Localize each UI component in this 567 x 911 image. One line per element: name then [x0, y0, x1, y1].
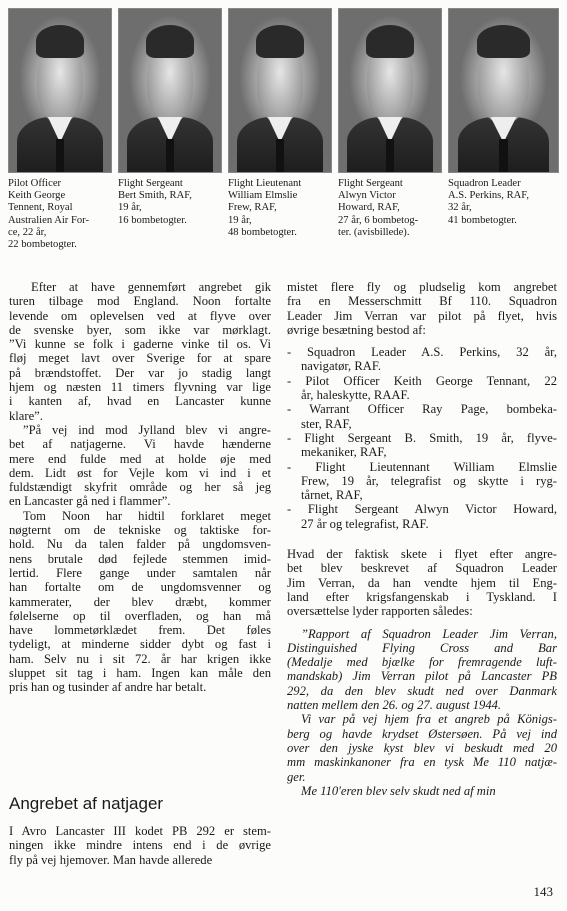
text-line: have lommetørklædet frem. Det føles: [9, 623, 271, 638]
text-line: fuldstændigt skyfrit område og her så jeg: [9, 480, 271, 495]
quote-line: (Medalje med bjælke for fremragende luft-: [287, 655, 557, 670]
text-line: turen tilbage mod England. Noon fortalte: [9, 294, 271, 309]
caption-perkins: Squadron Leader A.S. Perkins, RAF, 32 år, 41 bombetogter.: [448, 178, 529, 226]
text-line: Jim Verran, da han vendte hjem til Eng-: [287, 575, 557, 590]
text-line: fly på vej hjemover. Man havde allerede: [9, 852, 213, 867]
text-line: hold. Nu da talen falder på ungdomsven-: [9, 537, 271, 552]
crew-line: - Flight Lieutennant William Elmslie: [287, 459, 557, 474]
text-line: han fortalte om de ungdomsvenner og: [9, 580, 271, 595]
crew-line: år, haleskytte, RAAF.: [301, 388, 410, 403]
text-line: land efter krigsfangenskab i Tyskland. I: [287, 589, 557, 604]
text-line: ”På vej ind mod Jylland blev vi angre-: [23, 422, 271, 437]
quote-line: mm maskinkanoner fra en tysk Me 110 natjæ-: [287, 755, 557, 770]
text-line: kammerater, der blev dræbt, kommer: [9, 594, 271, 609]
text-line: nøgternt om de tekniske og taktiske for-: [9, 523, 271, 538]
portrait-strip: [8, 8, 559, 268]
report-quote: [287, 627, 557, 799]
text-line: de svenske byer, som ikke var mørklagt.: [9, 322, 271, 337]
caption-tennent: Pilot Officer Keith George Tennent, Royal Australien Air For- ce, 22 år, 22 bombetogter.: [8, 178, 89, 251]
photo-frew: [228, 8, 332, 173]
text-line: i kanten af, hvad en Lancaster kunne: [9, 394, 271, 409]
text-line: ningen ikke mindre intens end i de øvrige: [9, 838, 271, 853]
text-line: sluppet sit tag i ham. Ingen kan måle den: [9, 666, 271, 681]
text-line: fløj meget lavt over Sverige for at spare: [9, 351, 271, 366]
caption-frew: Flight Lieutenant William Elmslie Frew, RAF, 19 år, 48 bombetogter.: [228, 178, 302, 238]
crew-line: tårnet, RAF,: [301, 488, 363, 503]
photo-howard: [338, 8, 442, 173]
quote-line: Me 110'eren blev selv skudt ned af min: [301, 783, 496, 798]
section-heading: Angrebet af natjager: [9, 794, 164, 813]
crew-line: - Flight Sergeant Alwyn Victor Howard,: [287, 502, 557, 517]
quote-line: Vi var på vej hjem fra et angreb på Königs-: [301, 712, 557, 727]
quote-line: mandskab) Jim Verran pilot på Lancaster PB: [287, 669, 557, 684]
right-column: [287, 280, 557, 798]
text-line: I Avro Lancaster III kodet PB 292 er stem-: [9, 824, 271, 838]
crew-line: 27 år og telegrafist, RAF.: [301, 516, 429, 531]
text-line: ham. Selv nu i sit 72. år har krigen ikke: [9, 651, 271, 666]
text-line: Hvad der faktisk skete i flyet efter angre-: [287, 547, 557, 562]
crew-item: [287, 431, 557, 460]
photo-smith: [118, 8, 222, 173]
quote-line: 292, da den blev skudt ned over Danmark: [287, 683, 557, 698]
photo-tennent: [8, 8, 112, 173]
crew-line: mekaniker, RAF,: [301, 445, 387, 460]
crew-line: - Squadron Leader A.S. Perkins, 32 år,: [287, 345, 557, 360]
left-column-bottom: [9, 824, 271, 867]
text-line: klare”.: [9, 408, 43, 423]
text-line: dem. Lidt øst for Vejle kom vi ind i et: [9, 465, 271, 480]
quote-line: ”Rapport af Squadron Leader Jim Verran,: [301, 626, 557, 641]
text-line: bet af natjagerne. Vi havde hænderne: [9, 437, 271, 452]
text-line: på brændstoffet. Der var jo stadig langt: [9, 365, 271, 380]
text-line: bet blev beskrevet af Squadron Leader: [287, 561, 557, 576]
crew-list: [287, 345, 557, 531]
quote-line: ger.: [287, 769, 306, 784]
crew-item: [287, 374, 557, 403]
page-number: 143: [533, 884, 553, 899]
text-line: tydeligt, at minderne sidder dybt og fast i: [9, 637, 271, 652]
crew-line: ster, RAF,: [301, 416, 352, 431]
quote-line: Distinguished Flying Cross and Bar: [287, 640, 557, 655]
crew-item: [287, 460, 557, 503]
crew-item: [287, 402, 557, 431]
text-line: fra en Messerschmitt Bf 110. Squadron: [287, 294, 557, 309]
text-line: Efter at have gennemført angrebet gik: [31, 280, 271, 294]
photo-perkins: [448, 8, 559, 173]
text-line: en Lancaster gå ned i flammer”.: [9, 494, 171, 509]
text-line: følelserne op til overfladen, og han må: [9, 608, 271, 623]
text-line: ”Vi kunne se folk i gaderne vinke til os. Vi: [9, 337, 271, 352]
text-line: pris han og tusinder af andre har betalt.: [9, 680, 207, 695]
quote-line: natten mellem den 26. og 27. august 1944.: [287, 698, 502, 713]
crew-item: [287, 345, 557, 374]
text-line: mere end fulde med at holde øje med: [9, 451, 271, 466]
text-line: levende om oplevelsen ved at flyve over: [9, 308, 271, 323]
quote-line: over den jyske kyst blev vi beskudt med 20: [287, 740, 557, 755]
text-line: mistet flere fly og pludselig kom angrebet: [287, 280, 557, 294]
text-line: oversættelse lyder rapporten således:: [287, 604, 473, 619]
crew-line: - Flight Sergeant B. Smith, 19 år, flyve-: [287, 430, 557, 445]
text-line: øvrige besætning bestod af:: [287, 322, 426, 337]
crew-line: Frew, 19 år, telegrafist og skytte i ryg-: [301, 473, 557, 488]
crew-item: [287, 502, 557, 531]
left-column: [9, 280, 271, 695]
crew-line: - Pilot Officer Keith George Tennant, 22: [287, 373, 557, 388]
crew-line: navigatør, RAF.: [301, 359, 381, 374]
text-line: nens brutale død fejlede stemmen imid-: [9, 551, 271, 566]
quote-line: berg og havde krydset Østersøen. På vej ind: [287, 726, 557, 741]
caption-smith: Flight Sergeant Bert Smith, RAF, 19 år, 16 bombetogter.: [118, 178, 192, 226]
crew-line: - Warrant Officer Ray Page, bombeka-: [287, 402, 557, 417]
text-line: Leader Jim Verran var pilot på flyet, hvis: [287, 308, 557, 323]
caption-howard: Flight Sergeant Alwyn Victor Howard, RAF, 27 år, 6 bombetog- ter. (avisbillede).: [338, 178, 419, 238]
text-line: lertid. Flere gange under samtalen når: [9, 565, 271, 580]
text-line: hjem og næsten 11 timers flyvning var lige: [9, 380, 271, 395]
text-line: Tom Noon har hidtil forklaret meget: [23, 508, 271, 523]
